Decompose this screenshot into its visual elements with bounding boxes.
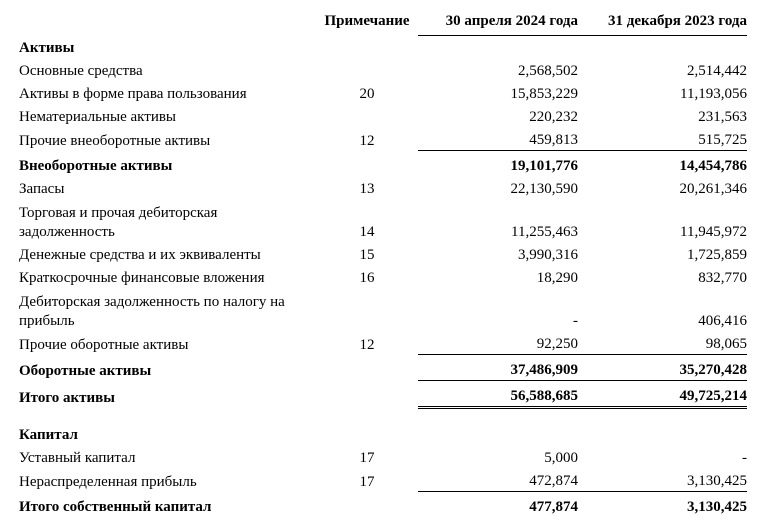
row-note: 14 [359, 224, 375, 240]
row-label: Денежные средства и их эквиваленты [19, 247, 261, 263]
subtotal-row [16, 355, 747, 381]
table-row [16, 127, 747, 151]
row-note: 20 [359, 86, 375, 102]
subtotal-row [16, 492, 747, 518]
row-note [306, 492, 418, 518]
table-row [16, 265, 747, 288]
section-title: Активы [19, 40, 75, 56]
row-label: Прочие оборотные активы [19, 336, 189, 353]
row-value-apr-2024: 472,874 [418, 468, 588, 492]
row-note [306, 288, 418, 331]
row-note [306, 381, 418, 408]
row-value-apr-2024: 3,990,316 [418, 242, 588, 265]
row-value-dec-2023: 3,130,425 [588, 468, 747, 492]
row-note: 12 [359, 132, 375, 149]
row-value-dec-2023: 14,454,786 [588, 151, 747, 177]
row-label: Дебиторская задолженность по налогу на прибыль [19, 294, 285, 329]
row-label: Запасы [19, 181, 65, 197]
table-row [16, 288, 747, 331]
row-value-apr-2024: 37,486,909 [418, 355, 588, 381]
row-label: Итого собственный капитал [19, 499, 212, 515]
table-row [16, 58, 747, 81]
row-value-apr-2024: 18,290 [418, 265, 588, 288]
section-title: Капитал [19, 427, 78, 443]
row-value-apr-2024: 2,568,502 [418, 58, 588, 81]
row-label: Итого активы [19, 389, 115, 406]
row-value-dec-2023: 1,725,859 [588, 242, 747, 265]
row-value-dec-2023: - [588, 445, 747, 468]
table-row [16, 176, 747, 199]
row-value-apr-2024: 22,130,590 [418, 176, 588, 199]
row-note: 15 [359, 247, 375, 263]
header-label [16, 8, 306, 36]
row-label: Прочие внеоборотные активы [19, 132, 211, 149]
row-label: Оборотные активы [19, 362, 152, 379]
table-row [16, 468, 747, 492]
row-label: Активы в форме права пользования [19, 86, 247, 102]
row-value-dec-2023: 2,514,442 [588, 58, 747, 81]
row-note [306, 355, 418, 381]
row-value-dec-2023: 3,130,425 [588, 492, 747, 518]
total-row [16, 381, 747, 408]
table-row [16, 331, 747, 355]
table-row [16, 81, 747, 104]
row-value-dec-2023: 20,261,346 [588, 176, 747, 199]
row-value-dec-2023: 515,725 [588, 127, 747, 151]
row-note: 17 [359, 450, 375, 466]
row-value-apr-2024: 92,250 [418, 331, 588, 355]
row-value-apr-2024: 477,874 [418, 492, 588, 518]
row-label: Нераспределенная прибыль [19, 473, 197, 490]
row-note: 17 [359, 473, 375, 490]
section-equity [16, 423, 747, 445]
row-label: Основные средства [19, 63, 143, 79]
row-value-apr-2024: 220,232 [418, 104, 588, 127]
row-label: Нематериальные активы [19, 109, 177, 125]
header-col-apr-2024: 30 апреля 2024 года [418, 8, 588, 36]
row-value-dec-2023: 11,193,056 [588, 81, 747, 104]
row-label: Торговая и прочая дебиторская задолженность [19, 205, 218, 240]
row-label: Краткосрочные финансовые вложения [19, 270, 265, 286]
section-assets [16, 36, 747, 59]
row-value-dec-2023: 49,725,214 [588, 381, 747, 408]
row-value-apr-2024: 459,813 [418, 127, 588, 151]
row-value-dec-2023: 35,270,428 [588, 355, 747, 381]
table-row [16, 199, 747, 242]
row-value-apr-2024: 19,101,776 [418, 151, 588, 177]
row-value-apr-2024: 11,255,463 [418, 199, 588, 242]
table-row [16, 104, 747, 127]
balance-sheet-table [16, 8, 747, 517]
table-row [16, 242, 747, 265]
row-label: Уставный капитал [19, 450, 136, 466]
row-value-dec-2023: 406,416 [588, 288, 747, 331]
row-note: 16 [359, 270, 375, 286]
row-value-dec-2023: 98,065 [588, 331, 747, 355]
row-value-dec-2023: 11,945,972 [588, 199, 747, 242]
row-note: 13 [359, 181, 375, 197]
subtotal-row [16, 151, 747, 177]
row-note [306, 58, 418, 81]
row-value-apr-2024: - [418, 288, 588, 331]
table-row [16, 445, 747, 468]
row-value-dec-2023: 832,770 [588, 265, 747, 288]
header-row [16, 8, 747, 36]
row-note [306, 104, 418, 127]
header-col-dec-2023: 31 декабря 2023 года [588, 8, 747, 36]
row-note [306, 151, 418, 177]
spacer-row [16, 408, 747, 424]
row-note: 12 [359, 336, 375, 353]
row-value-apr-2024: 56,588,685 [418, 381, 588, 408]
row-value-apr-2024: 15,853,229 [418, 81, 588, 104]
row-label: Внеоборотные активы [19, 158, 173, 174]
row-value-dec-2023: 231,563 [588, 104, 747, 127]
header-note: Примечание [324, 13, 410, 30]
row-value-apr-2024: 5,000 [418, 445, 588, 468]
